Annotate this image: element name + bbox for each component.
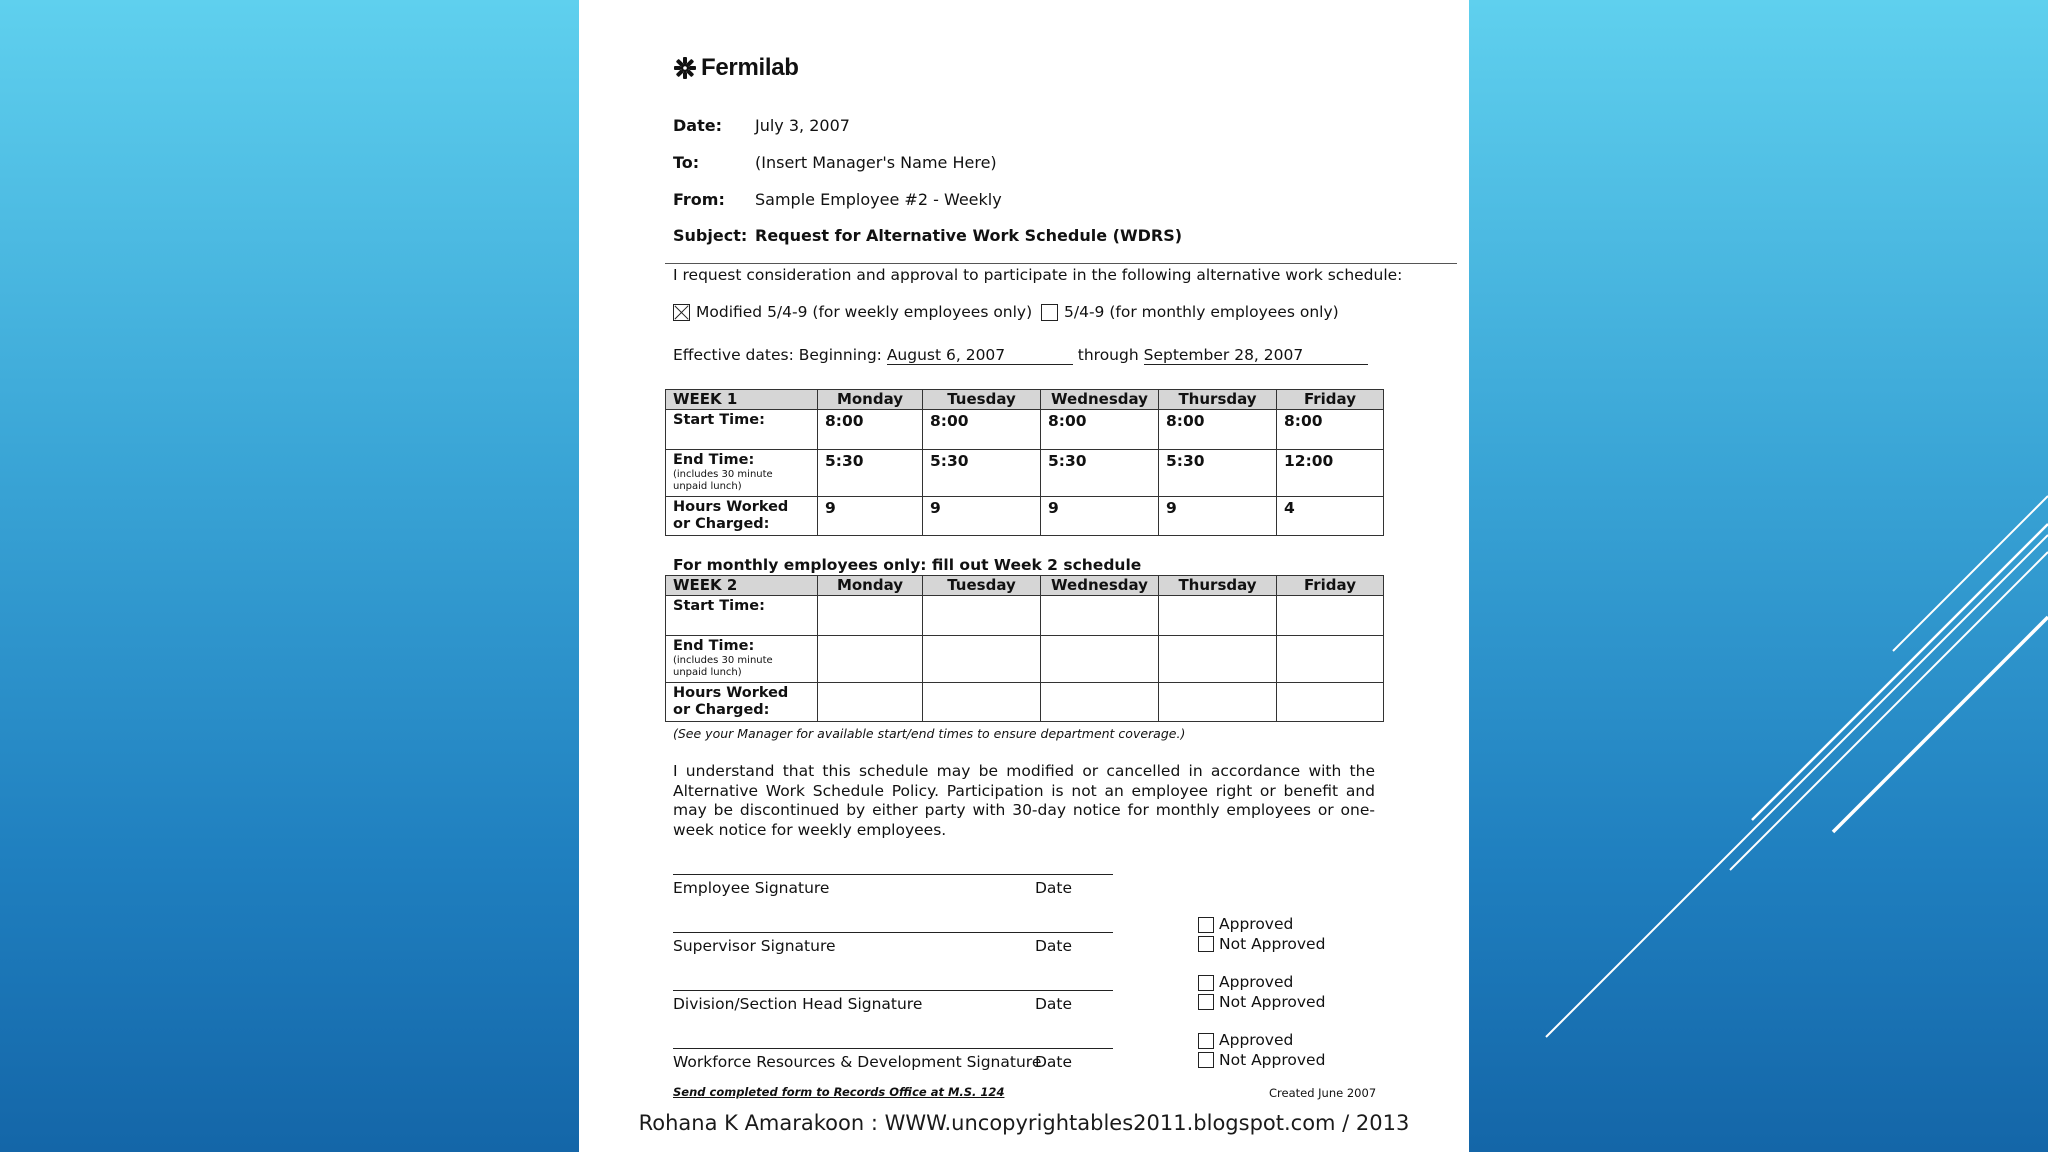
col-monday: Monday xyxy=(818,390,923,410)
workforce-signature[interactable] xyxy=(673,1048,1113,1078)
monthly-heading: For monthly employees only: fill out Week 2 schedule xyxy=(673,556,1142,574)
table-cell[interactable]: 8:00 xyxy=(1277,410,1384,450)
approved-option[interactable] xyxy=(1198,915,1325,935)
fermilab-logo-icon xyxy=(673,56,697,80)
not-approved-label: Not Approved xyxy=(1219,992,1326,1011)
table-cell[interactable]: 8:00 xyxy=(923,410,1041,450)
table-cell[interactable]: 8:00 xyxy=(1159,410,1277,450)
approved-label: Approved xyxy=(1219,973,1294,991)
date-value: July 3, 2007 xyxy=(755,116,850,135)
workforce-approval xyxy=(1198,1031,1325,1070)
table-cell[interactable] xyxy=(923,596,1041,636)
intro-text: I request consideration and approval to participate in the following alternative work schedule: xyxy=(673,266,1403,284)
created-date: Created June 2007 xyxy=(1269,1086,1377,1100)
manager-note: (See your Manager for available start/end times to ensure department coverage.) xyxy=(673,726,1186,741)
row-label: Hours Worked or Charged: xyxy=(666,497,818,536)
checked-checkbox[interactable] xyxy=(673,304,690,321)
signature-line[interactable] xyxy=(673,990,1113,991)
lunch-note: (includes 30 minute unpaid lunch) xyxy=(673,655,773,678)
subject-label: Subject: xyxy=(673,226,748,245)
table-cell[interactable] xyxy=(1041,636,1159,683)
col-friday: Friday xyxy=(1277,576,1384,596)
to-label: To: xyxy=(673,153,700,172)
table-cell[interactable]: 8:00 xyxy=(818,410,923,450)
fermilab-logo xyxy=(673,54,799,82)
row-label: Start Time: xyxy=(666,410,818,450)
signature-line[interactable] xyxy=(673,932,1113,933)
effective-label: Effective dates: Beginning: xyxy=(673,346,882,364)
table-cell[interactable] xyxy=(923,683,1041,722)
table-cell[interactable] xyxy=(1277,636,1384,683)
division-approval xyxy=(1198,973,1325,1012)
table-cell[interactable] xyxy=(818,636,923,683)
table-cell[interactable]: 5:30 xyxy=(1041,450,1159,497)
not-approved-checkbox[interactable] xyxy=(1198,994,1214,1010)
memo-document xyxy=(579,0,1469,1152)
table-cell[interactable] xyxy=(923,636,1041,683)
signature-label: Supervisor Signature xyxy=(673,937,836,955)
col-friday: Friday xyxy=(1277,390,1384,410)
signature-date-label: Date xyxy=(1035,879,1073,897)
memo-to-row xyxy=(673,153,1373,172)
not-approved-option[interactable] xyxy=(1198,935,1325,955)
start-time-row xyxy=(666,410,1384,450)
not-approved-checkbox[interactable] xyxy=(1198,1052,1214,1068)
table-cell[interactable]: 12:00 xyxy=(1277,450,1384,497)
supervisor-signature[interactable] xyxy=(673,932,1113,962)
week2-table xyxy=(665,575,1384,722)
not-approved-option[interactable] xyxy=(1198,1051,1325,1071)
table-cell[interactable] xyxy=(818,683,923,722)
effective-end-field[interactable]: September 28, 2007 xyxy=(1144,346,1368,365)
table-cell[interactable]: 9 xyxy=(923,497,1041,536)
unchecked-checkbox[interactable] xyxy=(1041,304,1058,321)
to-value: (Insert Manager's Name Here) xyxy=(755,153,997,172)
option-label: Modified 5/4-9 (for weekly employees only) xyxy=(696,303,1033,321)
row-label xyxy=(666,450,818,497)
employee-signature[interactable] xyxy=(673,874,1113,904)
week1-header-row xyxy=(666,390,1384,410)
signature-line[interactable] xyxy=(673,1048,1113,1049)
lunch-note: (includes 30 minute unpaid lunch) xyxy=(673,469,773,492)
table-cell[interactable]: 5:30 xyxy=(923,450,1041,497)
approved-checkbox[interactable] xyxy=(1198,917,1214,933)
approved-checkbox[interactable] xyxy=(1198,1033,1214,1049)
option-monthly[interactable] xyxy=(1041,303,1339,321)
table-cell[interactable] xyxy=(1159,636,1277,683)
week2-header-row xyxy=(666,576,1384,596)
week2-header: WEEK 2 xyxy=(666,576,818,596)
table-cell[interactable]: 5:30 xyxy=(1159,450,1277,497)
col-thursday: Thursday xyxy=(1159,576,1277,596)
table-cell[interactable] xyxy=(1277,596,1384,636)
approved-checkbox[interactable] xyxy=(1198,975,1214,991)
signature-label: Workforce Resources & Development Signature xyxy=(673,1053,1042,1071)
col-thursday: Thursday xyxy=(1159,390,1277,410)
slide-credit: Rohana K Amarakoon : WWW.uncopyrightables2011.blogspot.com / 2013 xyxy=(638,1111,1410,1135)
table-cell[interactable] xyxy=(1277,683,1384,722)
not-approved-label: Not Approved xyxy=(1219,934,1326,953)
effective-dates xyxy=(673,346,1368,365)
supervisor-approval xyxy=(1198,915,1325,954)
table-cell[interactable]: 5:30 xyxy=(818,450,923,497)
send-instructions: Send completed form to Records Office at M.S. 124 xyxy=(673,1085,1005,1099)
signature-date-label: Date xyxy=(1035,937,1073,955)
col-tuesday: Tuesday xyxy=(923,390,1041,410)
table-cell[interactable] xyxy=(1159,683,1277,722)
table-cell[interactable]: 8:00 xyxy=(1041,410,1159,450)
table-cell[interactable] xyxy=(1159,596,1277,636)
table-cell[interactable]: 9 xyxy=(1159,497,1277,536)
table-cell[interactable] xyxy=(1041,683,1159,722)
end-time-row xyxy=(666,450,1384,497)
week1-table xyxy=(665,389,1384,536)
hours-row xyxy=(666,683,1384,722)
date-label: Date: xyxy=(673,116,722,135)
not-approved-label: Not Approved xyxy=(1219,1050,1326,1069)
signature-label: Employee Signature xyxy=(673,879,830,897)
col-tuesday: Tuesday xyxy=(923,576,1041,596)
row-label xyxy=(666,636,818,683)
col-monday: Monday xyxy=(818,576,923,596)
from-value: Sample Employee #2 - Weekly xyxy=(755,190,1002,209)
table-cell[interactable] xyxy=(818,596,923,636)
start-time-row xyxy=(666,596,1384,636)
through-label: through xyxy=(1077,346,1139,364)
week1-header: WEEK 1 xyxy=(666,390,818,410)
signature-label: Division/Section Head Signature xyxy=(673,995,923,1013)
table-cell[interactable]: 9 xyxy=(1041,497,1159,536)
memo-date-row xyxy=(673,116,1373,135)
division-head-signature[interactable] xyxy=(673,990,1113,1020)
row-label: Hours Worked or Charged: xyxy=(666,683,818,722)
header-divider xyxy=(665,263,1457,264)
option-modified-weekly[interactable] xyxy=(673,303,1032,321)
subject-value: Request for Alternative Work Schedule (WDRS) xyxy=(755,226,1183,245)
hours-row xyxy=(666,497,1384,536)
end-time-row xyxy=(666,636,1384,683)
table-cell[interactable] xyxy=(1041,596,1159,636)
end-time-label: End Time: xyxy=(673,452,755,468)
approved-label: Approved xyxy=(1219,1031,1294,1049)
effective-begin-field[interactable]: August 6, 2007 xyxy=(887,346,1073,365)
not-approved-option[interactable] xyxy=(1198,993,1325,1013)
signature-date-label: Date xyxy=(1035,995,1073,1013)
approved-option[interactable] xyxy=(1198,973,1325,993)
approved-option[interactable] xyxy=(1198,1031,1325,1051)
approved-label: Approved xyxy=(1219,915,1294,933)
from-label: From: xyxy=(673,190,725,209)
signature-date-label: Date xyxy=(1035,1053,1073,1071)
memo-from-row xyxy=(673,190,1373,209)
option-label: 5/4-9 (for monthly employees only) xyxy=(1064,303,1339,321)
memo-subject-row xyxy=(673,226,1373,245)
table-cell[interactable]: 4 xyxy=(1277,497,1384,536)
row-label: Start Time: xyxy=(666,596,818,636)
col-wednesday: Wednesday xyxy=(1041,390,1159,410)
policy-text: I understand that this schedule may be modified or cancelled in accordance with the Alternative Work Schedule Policy. Participation is not an employee right or benefit and may be discontinued by either party with 30-day notice for monthly employees or one-week notice for weekly employees. xyxy=(673,762,1375,839)
not-approved-checkbox[interactable] xyxy=(1198,936,1214,952)
end-time-label: End Time: xyxy=(673,638,755,654)
signature-line[interactable] xyxy=(673,874,1113,875)
logo-text: Fermilab xyxy=(701,54,799,81)
table-cell[interactable]: 9 xyxy=(818,497,923,536)
col-wednesday: Wednesday xyxy=(1041,576,1159,596)
